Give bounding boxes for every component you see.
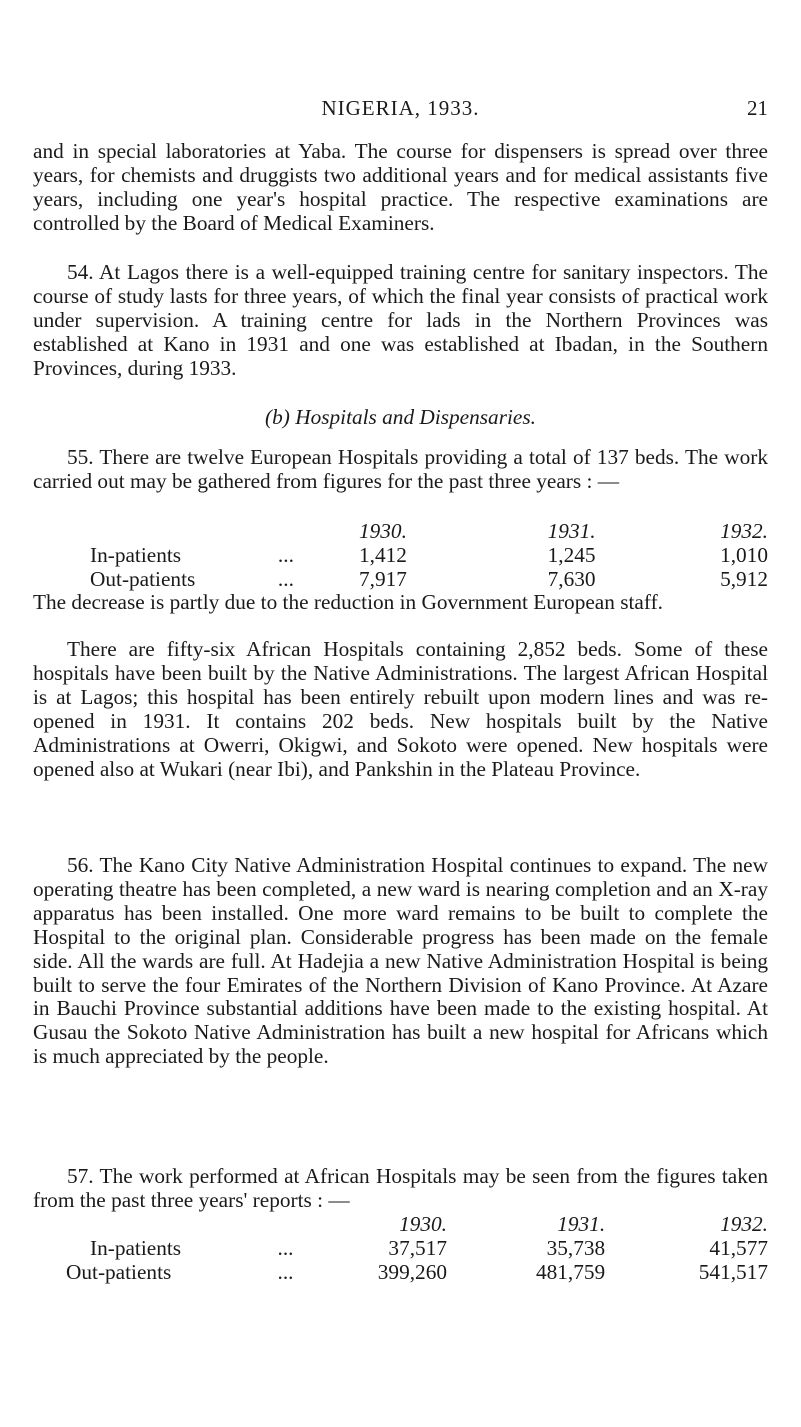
row-label: Out-patients ... <box>90 567 294 591</box>
table-header-row <box>33 1212 768 1236</box>
table-cell: 1,412 <box>358 543 407 567</box>
table-cell: 35,738 <box>546 1236 606 1260</box>
running-header <box>33 96 768 126</box>
paragraph-55-african: There are fifty-six African Hospitals containing 2,852 beds. Some of these hospitals have been built by the Native Administrations. The largest African Hospital is at Lagos; this hospital has been entirely rebuilt upon modern lines and was re-opened in 1931. It contains 202 beds. New hospitals built by the Native Administrations at Owerri, Okigwi, and Sokoto were opened. New hospitals were opened also at Wukari (near Ibi), and Pankshin in the Plateau Province. <box>33 637 768 781</box>
table-row <box>33 1236 768 1260</box>
table-cell: 481,759 <box>535 1260 606 1284</box>
row-label: In-patients ... <box>90 543 294 567</box>
running-title: NIGERIA, 1933. <box>321 96 480 120</box>
african-hospitals-table <box>33 1212 768 1284</box>
paragraph-continuation: and in special laboratories at Yaba. The course for dispensers is spread over three years, for chemists and druggists two additional years and for medical assistants five years, including one year's hospital practice. The respective examinations are controlled by the Board of Medical Examiners. <box>33 139 768 235</box>
year-header: 1930. <box>358 519 407 543</box>
table-cell: 7,917 <box>358 567 407 591</box>
paragraph-54: 54. At Lagos there is a well-equipped training centre for sanitary inspectors. The course of study lasts for three years, of which the final year consists of practical work under supervision. A training centre for lads in the Northern Provinces was established at Kano in 1931 and one was established at Ibadan, in the Southern Provinces, during 1933. <box>33 260 768 380</box>
section-label: (b) <box>265 405 290 429</box>
year-header: 1931. <box>547 519 596 543</box>
european-hospitals-table <box>33 519 768 591</box>
table-cell: 541,517 <box>698 1260 768 1284</box>
table-cell: 1,245 <box>547 543 596 567</box>
table-cell: 37,517 <box>388 1236 447 1260</box>
year-header: 1932. <box>720 1212 768 1236</box>
section-title: Hospitals and Dispensaries. <box>295 405 536 429</box>
table-cell: 5,912 <box>720 567 768 591</box>
table-cell: 7,630 <box>547 567 596 591</box>
year-header: 1930. <box>399 1212 447 1236</box>
paragraph-55-decrease: The decrease is partly due to the reduction in Government European staff. <box>33 590 664 614</box>
year-header: 1931. <box>557 1212 606 1236</box>
table-cell: 41,577 <box>709 1236 768 1260</box>
table-cell: 399,260 <box>377 1260 447 1284</box>
year-header: 1932. <box>720 519 768 543</box>
paragraph-56: 56. The Kano City Native Administration Hospital continues to expand. The new operating theatre has been completed, a new ward is nearing completion and an X-ray apparatus has been installed. One more ward remains to be built to complete the Hospital to the original plan. Considerable progress has been made on the female side. All the wards are full. At Hadejia a new Native Administration Hospital is being built to serve the four Emirates of the Northern Division of Kano Province. At Azare in Bauchi Province substantial additions have been made to the existing hospital. At Gusau the Sokoto Native Administration has built a new hospital for Africans which is much appreciated by the people. <box>33 853 768 1069</box>
paragraph-57: 57. The work performed at African Hospitals may be seen from the figures taken from the past three years' reports : — <box>33 1164 768 1212</box>
table-header-row <box>33 519 768 543</box>
table-row <box>33 1260 768 1284</box>
table-row <box>33 567 768 591</box>
section-heading <box>0 405 801 430</box>
row-label: In-patients ... <box>90 1236 294 1260</box>
table-cell: 1,010 <box>720 543 768 567</box>
table-row <box>33 543 768 567</box>
paragraph-55: 55. There are twelve European Hospitals providing a total of 137 beds. The work carried out may be gathered from figures for the past three years : — <box>33 445 768 493</box>
page-number: 21 <box>747 96 768 120</box>
row-label: Out-patients ... <box>66 1260 294 1284</box>
